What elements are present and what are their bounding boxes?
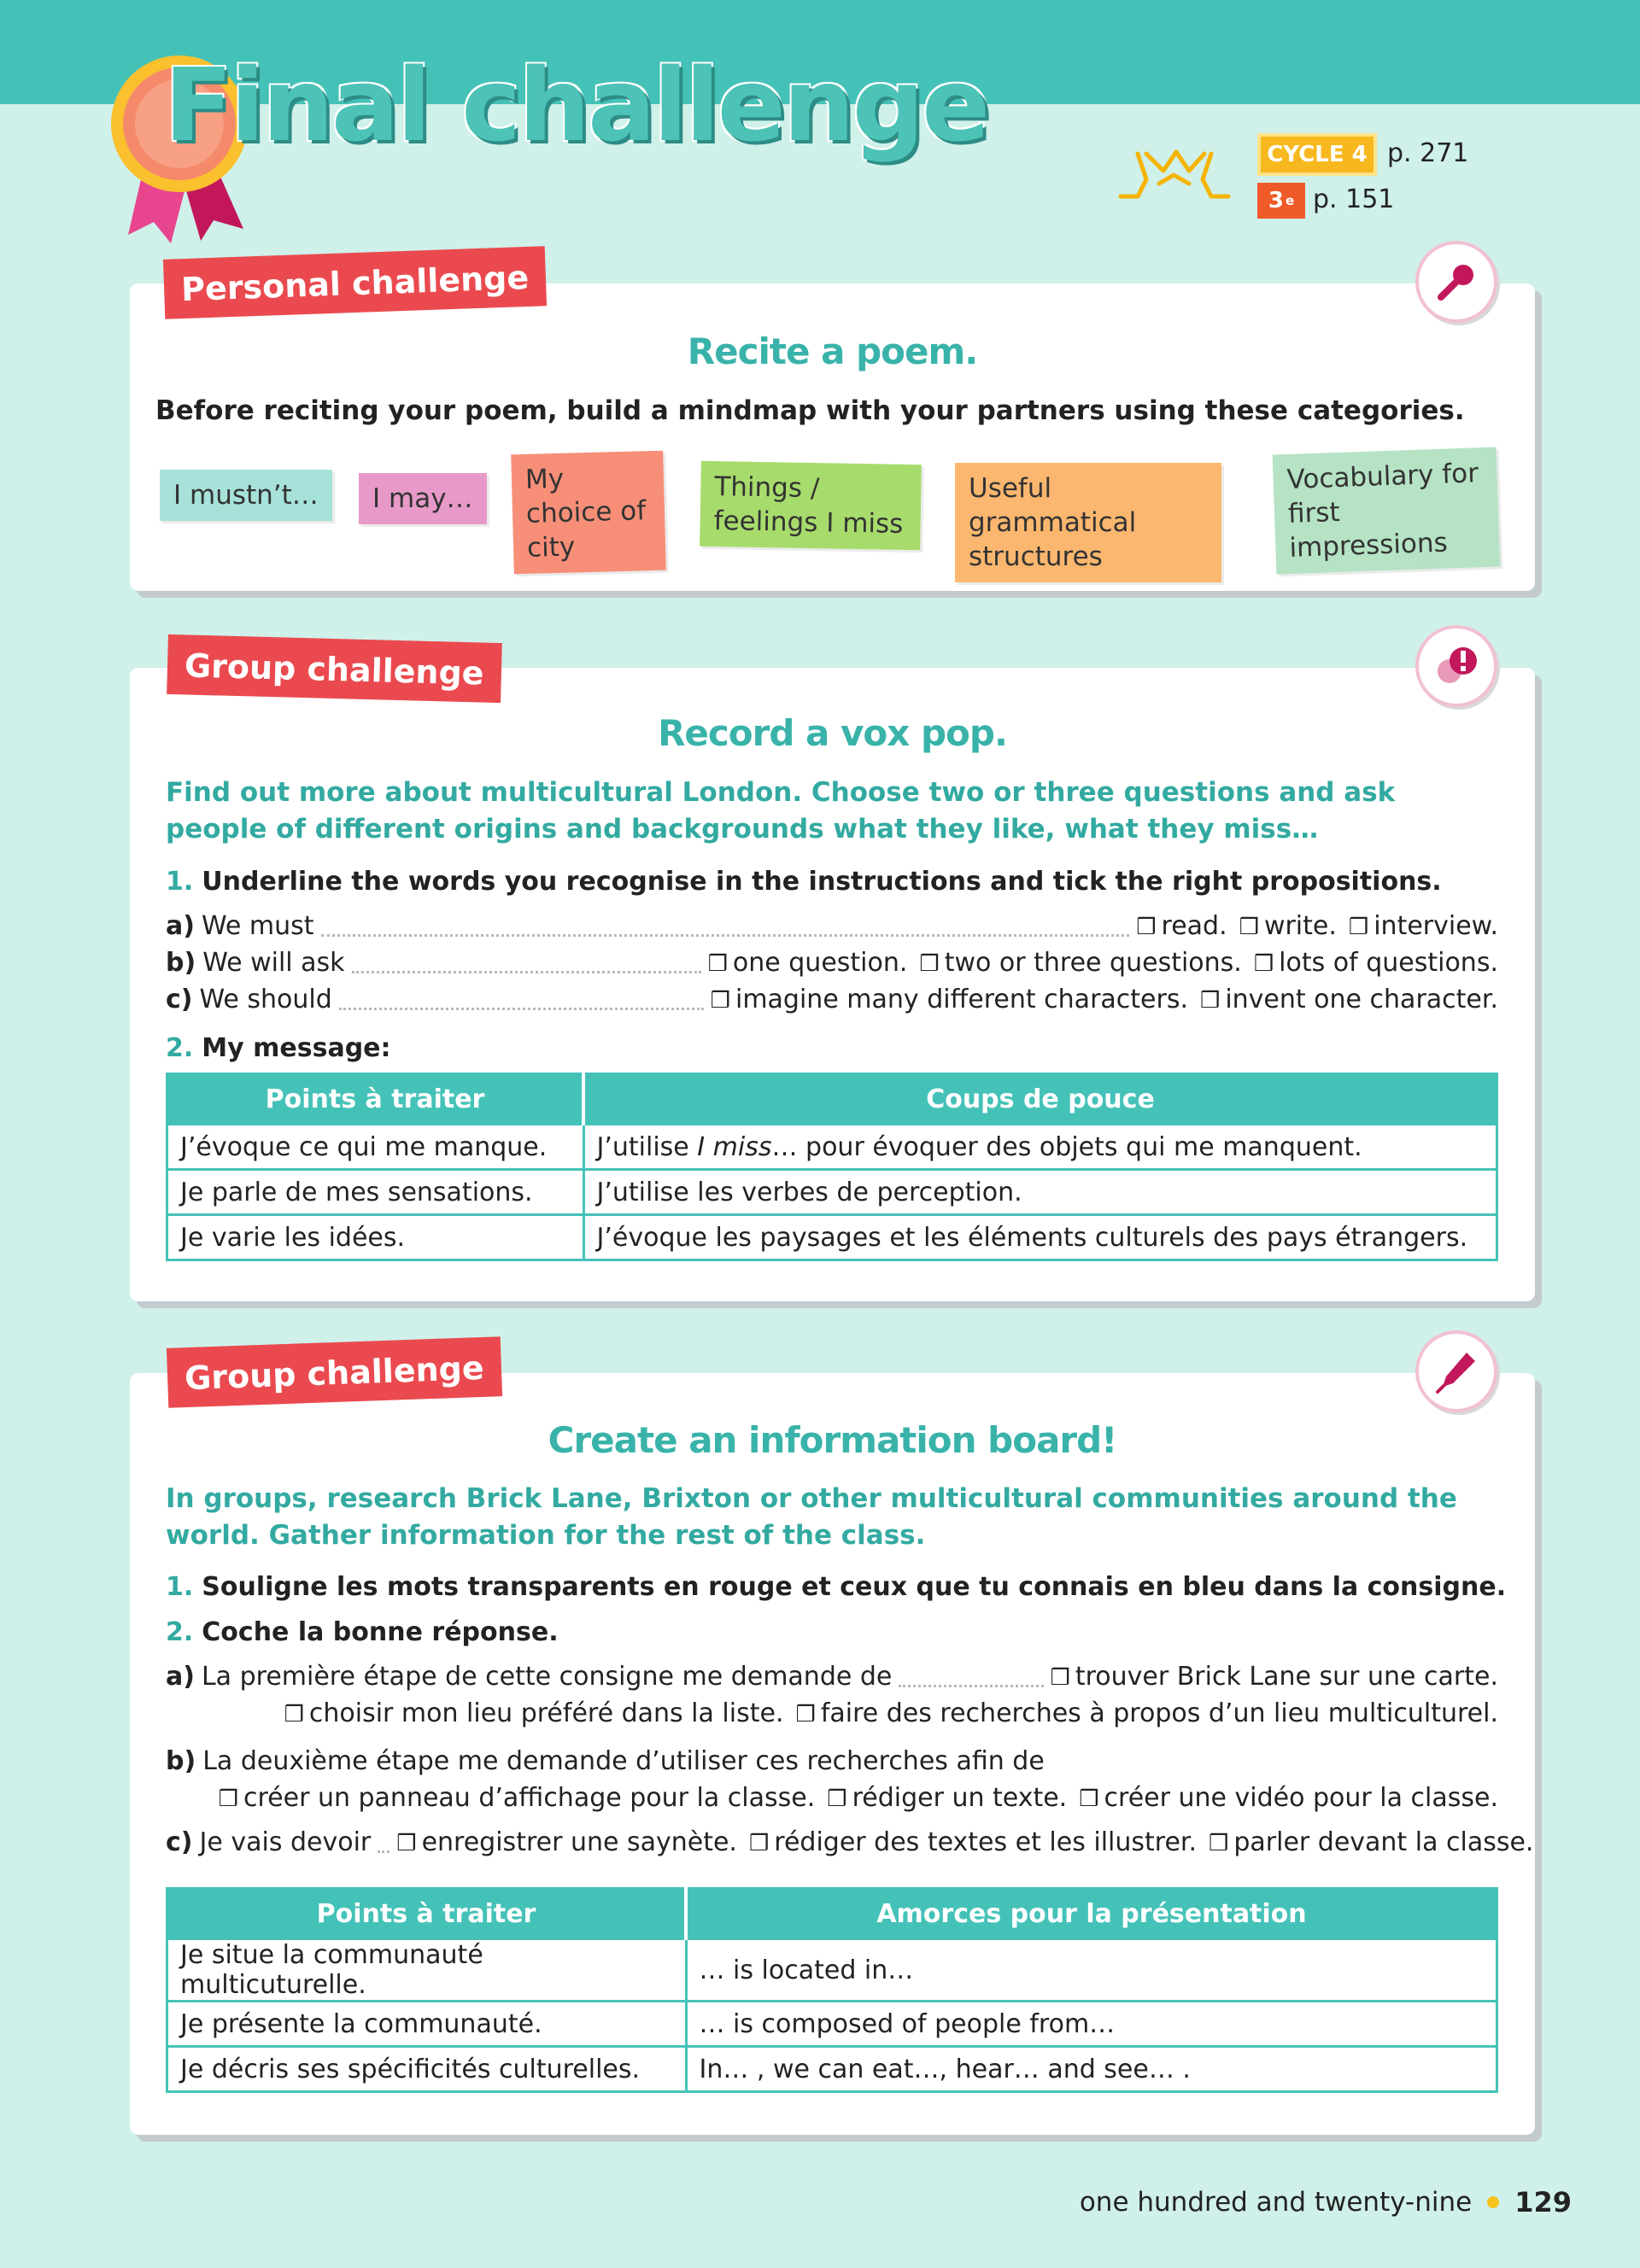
cell-text: … pour évoquer des objets qui me manquent. [771,1131,1362,1162]
voxpop-message-table [166,1073,1498,1261]
table-cell: In… , we can eat…, hear… and see… . [686,2047,1497,2092]
table-row [167,2047,1497,2092]
table-cell: Je situe la communauté multicuturelle. [167,1939,687,2002]
table-cell [583,1125,1497,1170]
item-stem: We will ask [202,948,345,978]
voxpop-item-c [166,985,1498,1019]
page-title: Final challenge [164,46,988,164]
cell-text: J’utilise [596,1131,698,1162]
page-footer [1080,2186,1572,2218]
checkbox[interactable]: ❒ [1239,915,1259,940]
option-label: invent one character. [1225,985,1498,1014]
step-text: Underline the words you recognise in the instructions and tick the right propositions. [202,867,1442,897]
table-cell: Je décris ses spécificités culturelles. [167,2047,687,2092]
item-stem: Je vais devoir [199,1827,372,1857]
option-label: imagine many different characters. [735,985,1188,1014]
dotted-answer-line[interactable] [899,1685,1043,1687]
checkbox[interactable]: ❒ [1050,1665,1070,1691]
checkbox[interactable]: ❒ [284,1702,304,1727]
step-number: 1. [166,1572,194,1602]
microphone-icon [1415,241,1497,323]
board-item-c [166,1827,1534,1862]
cycle-4-tag: CYCLE 4 [1257,133,1377,176]
table-header: Points à traiter [167,1074,584,1125]
page-number: 129 [1514,2186,1572,2218]
third-page-ref[interactable]: p. 151 [1313,184,1395,214]
item-stem: La première étape de cette consigne me demande de [201,1662,893,1692]
step-text: My message: [202,1033,391,1063]
mindmap-note-vocab: Vocabulary for first impressions [1273,447,1501,574]
table-header: Amorces pour la présentation [686,1889,1497,1939]
dotted-answer-line[interactable] [352,971,701,973]
checkbox[interactable]: ❒ [919,951,940,977]
checkbox[interactable]: ❒ [1348,915,1369,940]
dotted-answer-line[interactable] [321,934,1130,937]
option-label: rédiger des textes et les illustrer. [774,1827,1198,1857]
checkbox[interactable]: ❒ [1209,1831,1229,1856]
table-header: Points à traiter [167,1889,687,1939]
item-letter: c) [166,985,193,1014]
option-label: trouver Brick Lane sur une carte. [1075,1662,1498,1692]
table-cell: Je varie les idées. [167,1215,584,1260]
option-label: rédiger un texte. [852,1783,1068,1813]
third-grade-number: 3 [1268,188,1284,213]
group-challenge-voxpop-card [130,646,1535,1301]
page-number-words: one hundred and twenty-nine [1079,2187,1473,2218]
item-stem: We must [201,911,314,941]
step-number: 2. [166,1033,194,1063]
board-item-b-line2 [166,1783,1498,1817]
table-row [167,1215,1497,1260]
checkbox[interactable]: ❒ [1079,1786,1099,1812]
option-label: lots of questions. [1279,948,1498,978]
board-item-a-line1 [166,1662,1498,1696]
table-cell: J’utilise les verbes de perception. [583,1170,1497,1215]
voxpop-title: Record a vox pop. [658,712,1007,754]
checkbox[interactable]: ❒ [707,951,728,977]
option-label: créer un panneau d’affichage pour la classe. [243,1783,816,1813]
item-stem: La deuxième étape me demande d’utiliser ces recherches afin de [202,1746,1045,1776]
table-cell: … is composed of people from… [686,2002,1497,2047]
checkbox[interactable]: ❒ [218,1786,238,1812]
mindmap-note-city: My choice of city [511,451,666,575]
personal-challenge-card [130,258,1535,591]
item-letter: b) [166,1746,196,1776]
table-cell: J’évoque les paysages et les éléments culturels des pays étrangers. [583,1215,1497,1260]
third-grade-suffix: e [1285,193,1295,208]
voxpop-step-2 [166,1033,391,1063]
item-letter: a) [166,911,195,941]
group-challenge-label: Group challenge [167,634,501,703]
table-cell: … is located in… [686,1939,1497,2002]
mindmap-note-miss: Things / feelings I miss [700,461,922,550]
personal-challenge-label: Personal challenge [163,246,547,319]
item-letter: c) [166,1827,193,1857]
mindmap-note-may: I may… [359,473,487,524]
voxpop-intro: Find out more about multicultural London. Choose two or three questions and ask people of different origins and backgrounds what they like, what they miss… [166,777,1396,845]
table-row [167,2002,1497,2047]
step-text: Souligne les mots transparents en rouge et ceux que tu connais en bleu dans la consigne. [202,1572,1507,1602]
option-label: faire des recherches à propos d’un lieu multiculturel. [820,1698,1498,1728]
fountain-pen-icon [1415,1330,1497,1412]
voxpop-step-1 [166,867,1442,897]
dotted-answer-line[interactable] [378,1850,390,1853]
third-grade-tag [1257,183,1305,219]
dotted-answer-line[interactable] [339,1008,704,1010]
item-stem: We should [199,985,332,1014]
table-cell: Je présente la communauté. [167,2002,687,2047]
cycle-page-ref[interactable]: p. 271 [1387,138,1469,168]
option-label: write. [1263,911,1337,941]
option-label: read. [1161,911,1227,941]
mindmap-note-grammar: Useful grammatical structures [955,463,1221,582]
board-presentation-table [166,1887,1498,2093]
board-intro: In groups, research Brick Lane, Brixton or other multicultural communities around the world. Gather information for the rest of the class. [166,1483,1457,1551]
footer-dot-icon [1487,2196,1499,2208]
checkbox[interactable]: ❒ [795,1702,816,1727]
option-label: parler devant la classe. [1233,1827,1534,1857]
books-exchange-icon [1112,137,1237,205]
table-row [167,1125,1497,1170]
table-cell: Je parle de mes sensations. [167,1170,584,1215]
personal-challenge-title: Recite a poem. [687,330,978,372]
checkbox[interactable]: ❒ [710,988,730,1014]
table-cell: J’évoque ce qui me manque. [167,1125,584,1170]
speech-bubble-alert-icon [1415,625,1497,707]
voxpop-item-a [166,911,1498,945]
checkbox[interactable]: ❒ [748,1831,770,1856]
table-header: Coups de pouce [583,1074,1497,1125]
checkbox[interactable]: ❒ [1253,951,1274,977]
board-title: Create an information board! [548,1419,1117,1461]
option-label: créer une vidéo pour la classe. [1104,1783,1498,1813]
board-item-a-line2 [166,1698,1498,1733]
checkbox[interactable]: ❒ [827,1786,847,1812]
voxpop-item-b [166,948,1498,982]
step-number: 1. [166,867,194,897]
personal-instruction: Before reciting your poem, build a mindmap with your partners using these categories. [155,395,1465,426]
option-label: one question. [732,948,908,978]
option-label: two or three questions. [944,948,1242,978]
group-challenge-label: Group challenge [167,1336,502,1408]
checkbox[interactable]: ❒ [1200,988,1221,1014]
item-letter: b) [166,948,196,978]
checkbox[interactable]: ❒ [396,1831,417,1856]
table-row [167,1939,1497,2002]
option-label: choisir mon lieu préféré dans la liste. [308,1698,784,1728]
mindmap-note-mustnt: I mustn’t… [160,470,332,521]
step-number: 2. [166,1617,194,1647]
table-row [167,1170,1497,1215]
option-label: interview. [1374,911,1498,941]
board-step-2 [166,1617,559,1647]
option-label: enregistrer une saynète. [421,1827,737,1857]
board-item-b-line1 [166,1746,1498,1780]
step-text: Coche la bonne réponse. [202,1617,559,1647]
group-challenge-board-card [130,1348,1535,2135]
item-letter: a) [166,1662,195,1692]
cell-italic-text: I miss [697,1131,772,1162]
board-step-1 [166,1572,1506,1602]
checkbox[interactable]: ❒ [1136,915,1157,940]
